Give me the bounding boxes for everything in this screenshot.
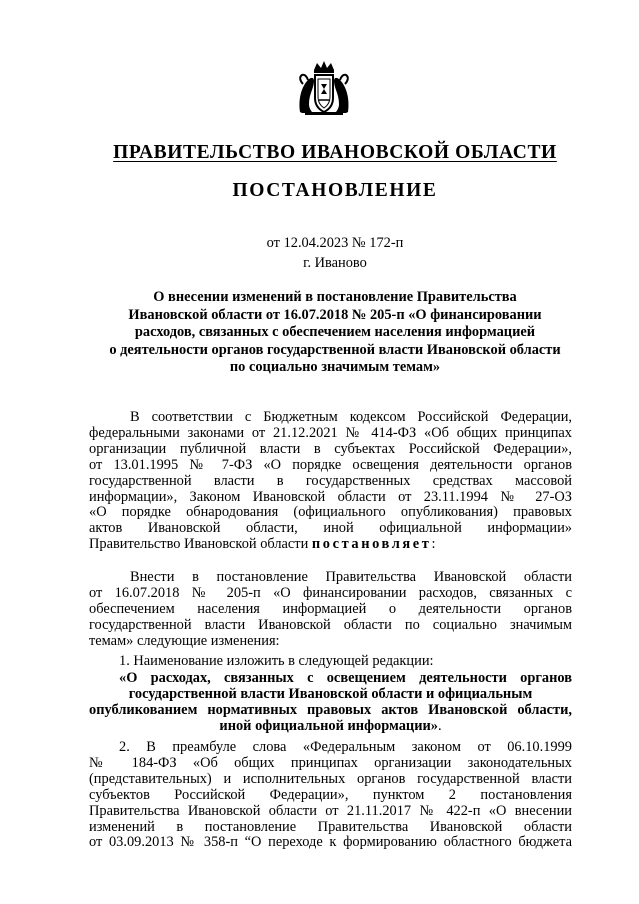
paragraph-line [89,537,572,553]
paragraph-line: (представительных) и исполнительных органов государственной власти [89,770,572,787]
paragraph-line: федеральными законами от 21.12.2021 № 414-ФЗ «Об общих принципах [89,424,572,441]
paragraph-line: актов Ивановской области, иной официальной информации» [89,520,572,537]
item-1 [89,654,572,670]
paragraph-line [89,719,572,735]
amendment-paragraph [89,570,572,650]
subject-line: по социально значимым темам» [229,359,441,376]
coat-of-arms-icon [297,60,351,116]
paragraph-line: государственной власти Ивановской области и официальным [128,685,533,702]
government-name: ПРАВИТЕЛЬСТВО ИВАНОВСКОЙ ОБЛАСТИ [113,142,557,163]
paragraph-line: «О расходах, связанных с освещением деятельности органов [119,670,572,686]
subject-line: О внесении изменений в постановление Правительства [153,289,517,305]
paragraph-line: изменений в постановление Правительства Ивановской области [89,818,572,835]
paragraph-line: от 03.09.2013 № 358-п “О переходе к формированию областного бюджета [89,834,572,851]
paragraph-line: В соответствии с Бюджетным кодексом Российской Федерации, [130,409,572,425]
document-subject [60,289,610,377]
new-title-period: . [437,717,442,734]
paragraph-line: опубликованием нормативных правовых актов Ивановской области, [89,701,572,718]
subject-line: Ивановской области от 16.07.2018 № 205-п «О финансировании [128,306,542,323]
paragraph-line: «О порядке обнародования (официального опубликования) правовых [89,504,572,521]
paragraph-line: № 184-ФЗ «Об общих принципах организации законодательных [89,754,572,771]
date-and-number: от 12.04.2023 № 172-п [266,235,404,251]
paragraph-line: Правительства Ивановской области от 21.11.2017 № 422-п «О внесении [89,802,572,819]
new-title-end: иной официальной информации» [219,717,438,734]
paragraph-line: от 16.07.2018 № 205-п «О финансировании расходов, связанных с [89,584,572,601]
paragraph-line: от 13.01.1995 № 7-ФЗ «О порядке освещения деятельности органов [89,456,572,473]
decree-word: постановляет [311,536,432,553]
paragraph-line: обеспечением населения информацией о деятельности органов [89,600,572,617]
paragraph-line: организации публичной власти в субъектах Российской Федерации», [89,440,572,457]
document-type: ПОСТАНОВЛЕНИЕ [232,180,438,201]
city: г. Иваново [303,255,367,271]
decree-suffix: : [431,536,436,553]
paragraph-line: информации», Законом Ивановской области от 23.11.1994 № 27-ОЗ [89,488,572,505]
paragraph-line: 1. Наименование изложить в следующей редакции: [119,653,434,669]
subject-line: расходов, связанных с обеспечением населения информацией [134,324,536,341]
subject-line: о деятельности органов государственной власти Ивановской области [109,341,561,358]
paragraph-line: 2. В преамбуле слова «Федеральным законом от 06.10.1999 [119,739,572,755]
paragraph-line: государственной власти в государственных средствах массовой [89,472,572,489]
decree-prefix: Правительство Ивановской области [89,536,312,553]
new-title-quote [89,671,572,735]
preamble-paragraph [89,410,572,553]
paragraph-line: государственной власти Ивановской области по социально значимым [89,616,572,633]
paragraph-line: субъектов Российской Федерации», пунктом 2 постановления [89,786,572,803]
item-2 [89,740,572,851]
paragraph-line: темам» следующие изменения: [89,632,280,649]
paragraph-line: Внести в постановление Правительства Ивановской области [130,569,572,585]
